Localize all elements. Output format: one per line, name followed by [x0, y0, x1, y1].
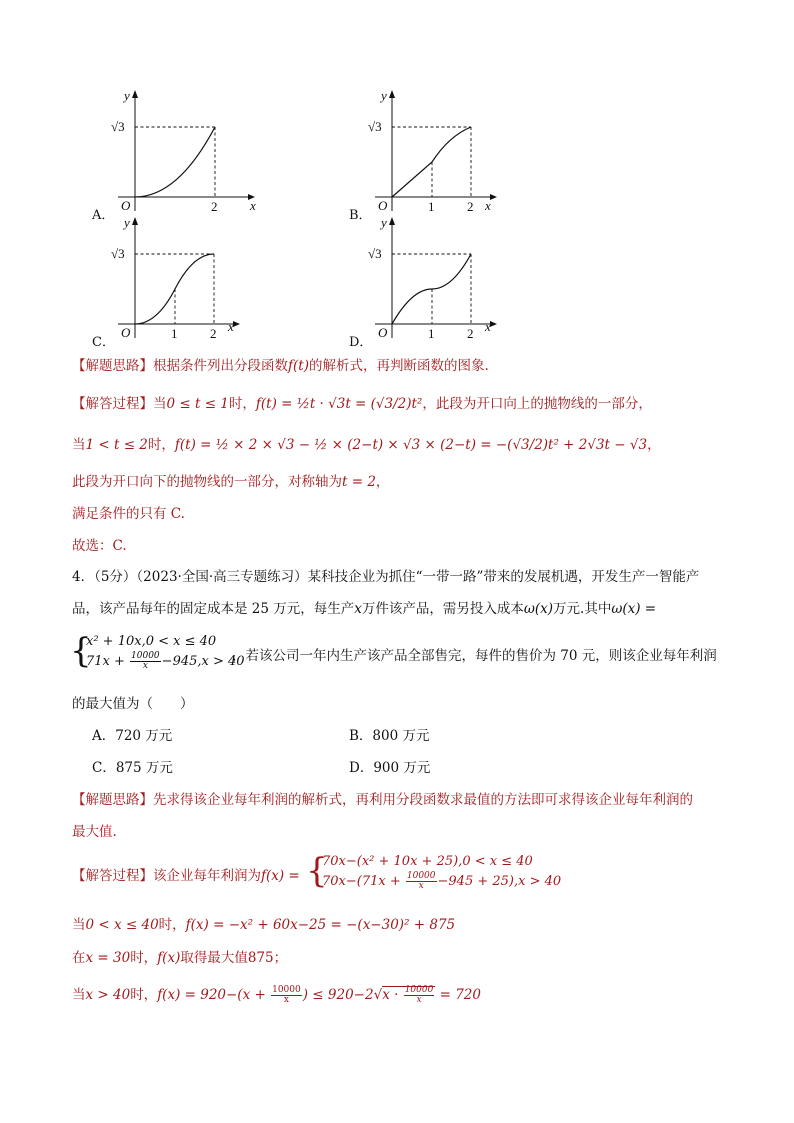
solution3-process-line1: 【解答过程】当0 ≤ t ≤ 1时，f(t) = ½t · √3t = (√3/2)t²，此段为开口向上的抛物线的一部分，: [72, 396, 652, 412]
solution4-idea-line1: 【解题思路】先求得该企业每年利润的解析式，再利用分段函数求最值的方法即可求得该企业每年利润的: [72, 792, 693, 808]
x-axis-label: x: [485, 198, 491, 213]
y-axis-label: y: [381, 88, 387, 103]
y-axis-label: y: [381, 215, 387, 230]
origin-label: O: [121, 198, 131, 213]
x-axis-arrow-icon: [490, 321, 497, 327]
x-tick-1: 1: [171, 326, 178, 341]
q4-piecewise-cost: [70, 630, 245, 676]
solution3-idea: 【解题思路】根据条件列出分段函数f(t)的解析式，再判断函数的图象.: [72, 358, 489, 374]
sqrt-icon: √: [373, 987, 383, 1003]
x-axis-label: x: [228, 319, 234, 334]
option-c-label: C．: [92, 335, 115, 350]
option-d-label: D．: [349, 335, 373, 350]
piece-2: 71x + $\frac{10000}{x}$ −945,x > 40: [86, 651, 245, 671]
y-axis-arrow-icon: [132, 90, 138, 98]
x-tick-2: 2: [211, 199, 218, 214]
solution4-line-case1: 当0 < x ≤ 40时，f(x) = −x² + 60x−25 = −(x−30)² + 875: [72, 917, 456, 933]
solution3-process-line3: 此段为开口向下的抛物线的一部分，对称轴为t = 2，: [72, 474, 390, 490]
graph-a: [100, 86, 260, 216]
option-b-label: B．: [349, 208, 372, 223]
y-axis-arrow-icon: [132, 217, 138, 225]
function-curve: [135, 254, 214, 324]
x-tick-2: 2: [467, 199, 474, 214]
y-axis-label: y: [124, 88, 130, 103]
x-tick-1: 1: [428, 199, 435, 214]
case-1: 70x−(x² + 10x + 25),0 < x ≤ 40: [322, 854, 533, 869]
function-curve: [392, 127, 471, 197]
x-tick-2: 2: [210, 326, 217, 341]
x-tick-2: 2: [467, 326, 474, 341]
y-tick-sqrt3: √3: [368, 119, 382, 134]
solution4-line-max: 在x = 30时，f(x)取得最大值875；: [72, 950, 288, 966]
y-tick-sqrt3: √3: [368, 246, 382, 261]
piece-1: x² + 10x,0 < x ≤ 40: [86, 634, 217, 649]
process-tag: 【解答过程】: [72, 868, 153, 884]
function-curve: [392, 254, 471, 324]
y-tick-sqrt3: √3: [111, 246, 125, 261]
x-axis-arrow-icon: [233, 321, 240, 327]
function-curve: [135, 127, 215, 197]
left-brace-icon: {: [70, 631, 92, 671]
solution4-piecewise-profit: [308, 850, 568, 896]
solution3-process-line2: 当1 < t ≤ 2时，f(t) = ½ × 2 × √3 − ½ × (2−t) × √3 × (2−t) = −(√3/2)t² + 2√3t − √3，: [72, 437, 661, 453]
y-axis-arrow-icon: [389, 90, 395, 98]
x-axis-label: x: [485, 319, 491, 334]
y-axis-label: y: [124, 215, 130, 230]
graph-c: [100, 213, 260, 343]
process-tag: 【解答过程】: [72, 396, 153, 412]
x-axis-label: x: [250, 198, 256, 213]
q4-option-a[interactable]: A．720 万元: [92, 728, 173, 744]
idea-tag: 【解题思路】: [72, 792, 153, 808]
option-a-label: A．: [92, 208, 115, 223]
origin-label: O: [378, 325, 388, 340]
q4-stem-line1: 4．（5分）（2023·全国·高三专题练习）某科技企业为抓住“一带一路”带来的发展机遇，开发生产一智能产: [72, 569, 700, 585]
q4-stem-line3: ，若该公司一年内生产该产品全部售完，每件的售价为 70 元，则该企业每年利润: [232, 648, 717, 664]
case-2: 70x−(71x + $\frac{10000}{x}$ −945 + 25),x > 40: [322, 871, 562, 891]
idea-tag: 【解题思路】: [72, 358, 153, 374]
q4-option-c[interactable]: C．875 万元: [92, 760, 173, 776]
solution3-answer: 故选：C.: [72, 538, 127, 554]
origin-label: O: [378, 198, 388, 213]
solution4-idea-line2: 最大值.: [72, 824, 117, 840]
origin-label: O: [121, 325, 131, 340]
q4-option-d[interactable]: D．900 万元: [349, 760, 431, 776]
y-tick-sqrt3: √3: [111, 119, 125, 134]
graph-d: [357, 213, 517, 343]
left-brace-icon: {: [306, 851, 328, 891]
graph-b: [357, 86, 517, 216]
q4-stem-line4: 的最大值为（ ）: [72, 696, 194, 712]
solution3-conclusion: 满足条件的只有 C.: [72, 506, 185, 522]
q4-option-b[interactable]: B．800 万元: [349, 728, 430, 744]
x-tick-1: 1: [428, 326, 435, 341]
solution4-process: 【解答过程】该企业每年利润为f(x) =: [72, 868, 300, 884]
q4-stem-line2: 品，该产品每年的固定成本是 25 万元，每生产x万件该产品，需另投入成本ω(x)万元.其中ω(x) =: [72, 601, 657, 617]
y-axis-arrow-icon: [389, 217, 395, 225]
x-axis-arrow-icon: [490, 194, 497, 200]
solution4-line-case2: 当x > 40时，f(x) = 920−(x + $\frac{10000}{x}$ ) ≤ 920−2√x · $\frac{10000}{x}$ = 720: [72, 985, 481, 1005]
